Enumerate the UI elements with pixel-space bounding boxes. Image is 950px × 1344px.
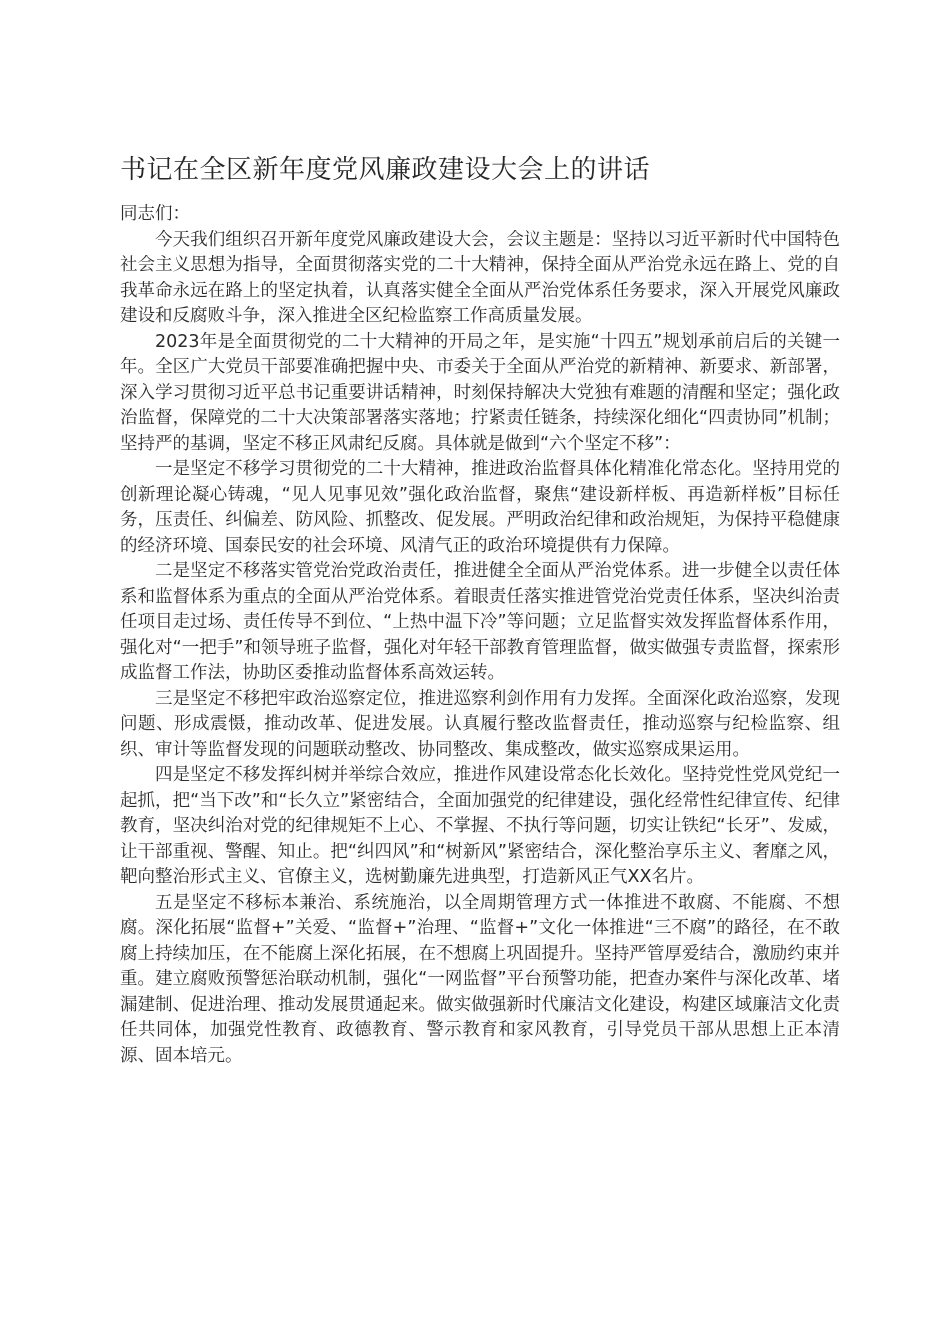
paragraph-opening: 今天我们组织召开新年度党风廉政建设大会，会议主题是：坚持以习近平新时代中国特色社会主义思想为指导，全面贯彻落实党的二十大精神，保持全面从严治党永远在路上、党的自我革命永远在路上的坚定执着，认真落实健全全面从严治党体系任务要求，深入开展党风廉政建设和反腐败斗争，深入推进全区纪检监察工作高质量发展。 <box>120 229 840 326</box>
document-title: 书记在全区新年度党风廉政建设大会上的讲话 <box>120 155 651 185</box>
paragraph-point-4: 四是坚定不移发挥纠树并举综合效应，推进作风建设常态化长效化。坚持党性党风党纪一起抓，把“当下改”和“长久立”紧密结合，全面加强党的纪律建设，强化经常性纪律宣传、纪律教育，坚决纠治对党的纪律规矩不上心、不掌握、不执行等问题，切实让铁纪“长牙”、发威，让干部重视、警醒、知止。把“纠四风”和“树新风”紧密结合，深化整治享乐主义、奢靡之风，靶向整治形式主义、官僚主义，选树勤廉先进典型，打造新风正气XX名片。 <box>120 765 840 887</box>
paragraph-point-5: 五是坚定不移标本兼治、系统施治，以全周期管理方式一体推进不敢腐、不能腐、不想腐。深化拓展“监督+”关爱、“监督+”治理、“监督+”文化一体推进“三不腐”的路径，在不敢腐上持续加压，在不能腐上深化拓展，在不想腐上巩固提升。坚持严管厚爱结合，激励约束并重。建立腐败预警惩治联动机制，强化“一网监督”平台预警功能，把查办案件与深化改革、堵漏建制、促进治理、推动发展贯通起来。做实做强新时代廉洁文化建设，构建区域廉洁文化责任共同体，加强党性教育、政德教育、警示教育和家风教育，引导党员干部从思想上正本清源、固本培元。 <box>120 892 840 1066</box>
paragraph-overview: 2023年是全面贯彻党的二十大精神的开局之年，是实施“十四五”规划承前启后的关键一年。全区广大党员干部要准确把握中央、市委关于全面从严治党的新精神、新要求、新部署，深入学习贯彻习近平总书记重要讲话精神，时刻保持解决大党独有难题的清醒和坚定；强化政治监督，保障党的二十大决策部署落实落地；拧紧责任链条，持续深化细化“四责协同”机制；坚持严的基调，坚定不移正风肃纪反腐。具体就是做到“六个坚定不移”： <box>120 331 840 454</box>
salutation: 同志们： <box>120 204 190 224</box>
paragraph-point-3: 三是坚定不移把牢政治巡察定位，推进巡察利剑作用有力发挥。全面深化政治巡察，发现问题、形成震慑，推动改革、促进发展。认真履行整改监督责任，推动巡察与纪检监察、组织、审计等监督发现的问题联动整改、协同整改、集成整改，做实巡察成果运用。 <box>120 688 840 760</box>
paragraph-point-2: 二是坚定不移落实管党治党政治责任，推进健全全面从严治党体系。进一步健全以责任体系和监督体系为重点的全面从严治党体系。着眼责任落实推进管党治党责任体系，坚决纠治责任项目走过场、责任传导不到位、“上热中温下冷”等问题；立足监督实效发挥监督体系作用，强化对“一把手”和领导班子监督，强化对年轻干部教育管理监督，做实做强专责监督，探索形成监督工作法，协助区委推动监督体系高效运转。 <box>120 561 840 683</box>
document-page <box>120 150 840 1069</box>
paragraph-point-1: 一是坚定不移学习贯彻党的二十大精神，推进政治监督具体化精准化常态化。坚持用党的创新理论凝心铸魂，“见人见事见效”强化政治监督，聚焦“建设新样板、再造新样板”目标任务，压责任、纠偏差、防风险、抓整改、促发展。严明政治纪律和政治规矩，为保持平稳健康的经济环境、国泰民安的社会环境、风清气正的政治环境提供有力保障。 <box>120 459 840 556</box>
